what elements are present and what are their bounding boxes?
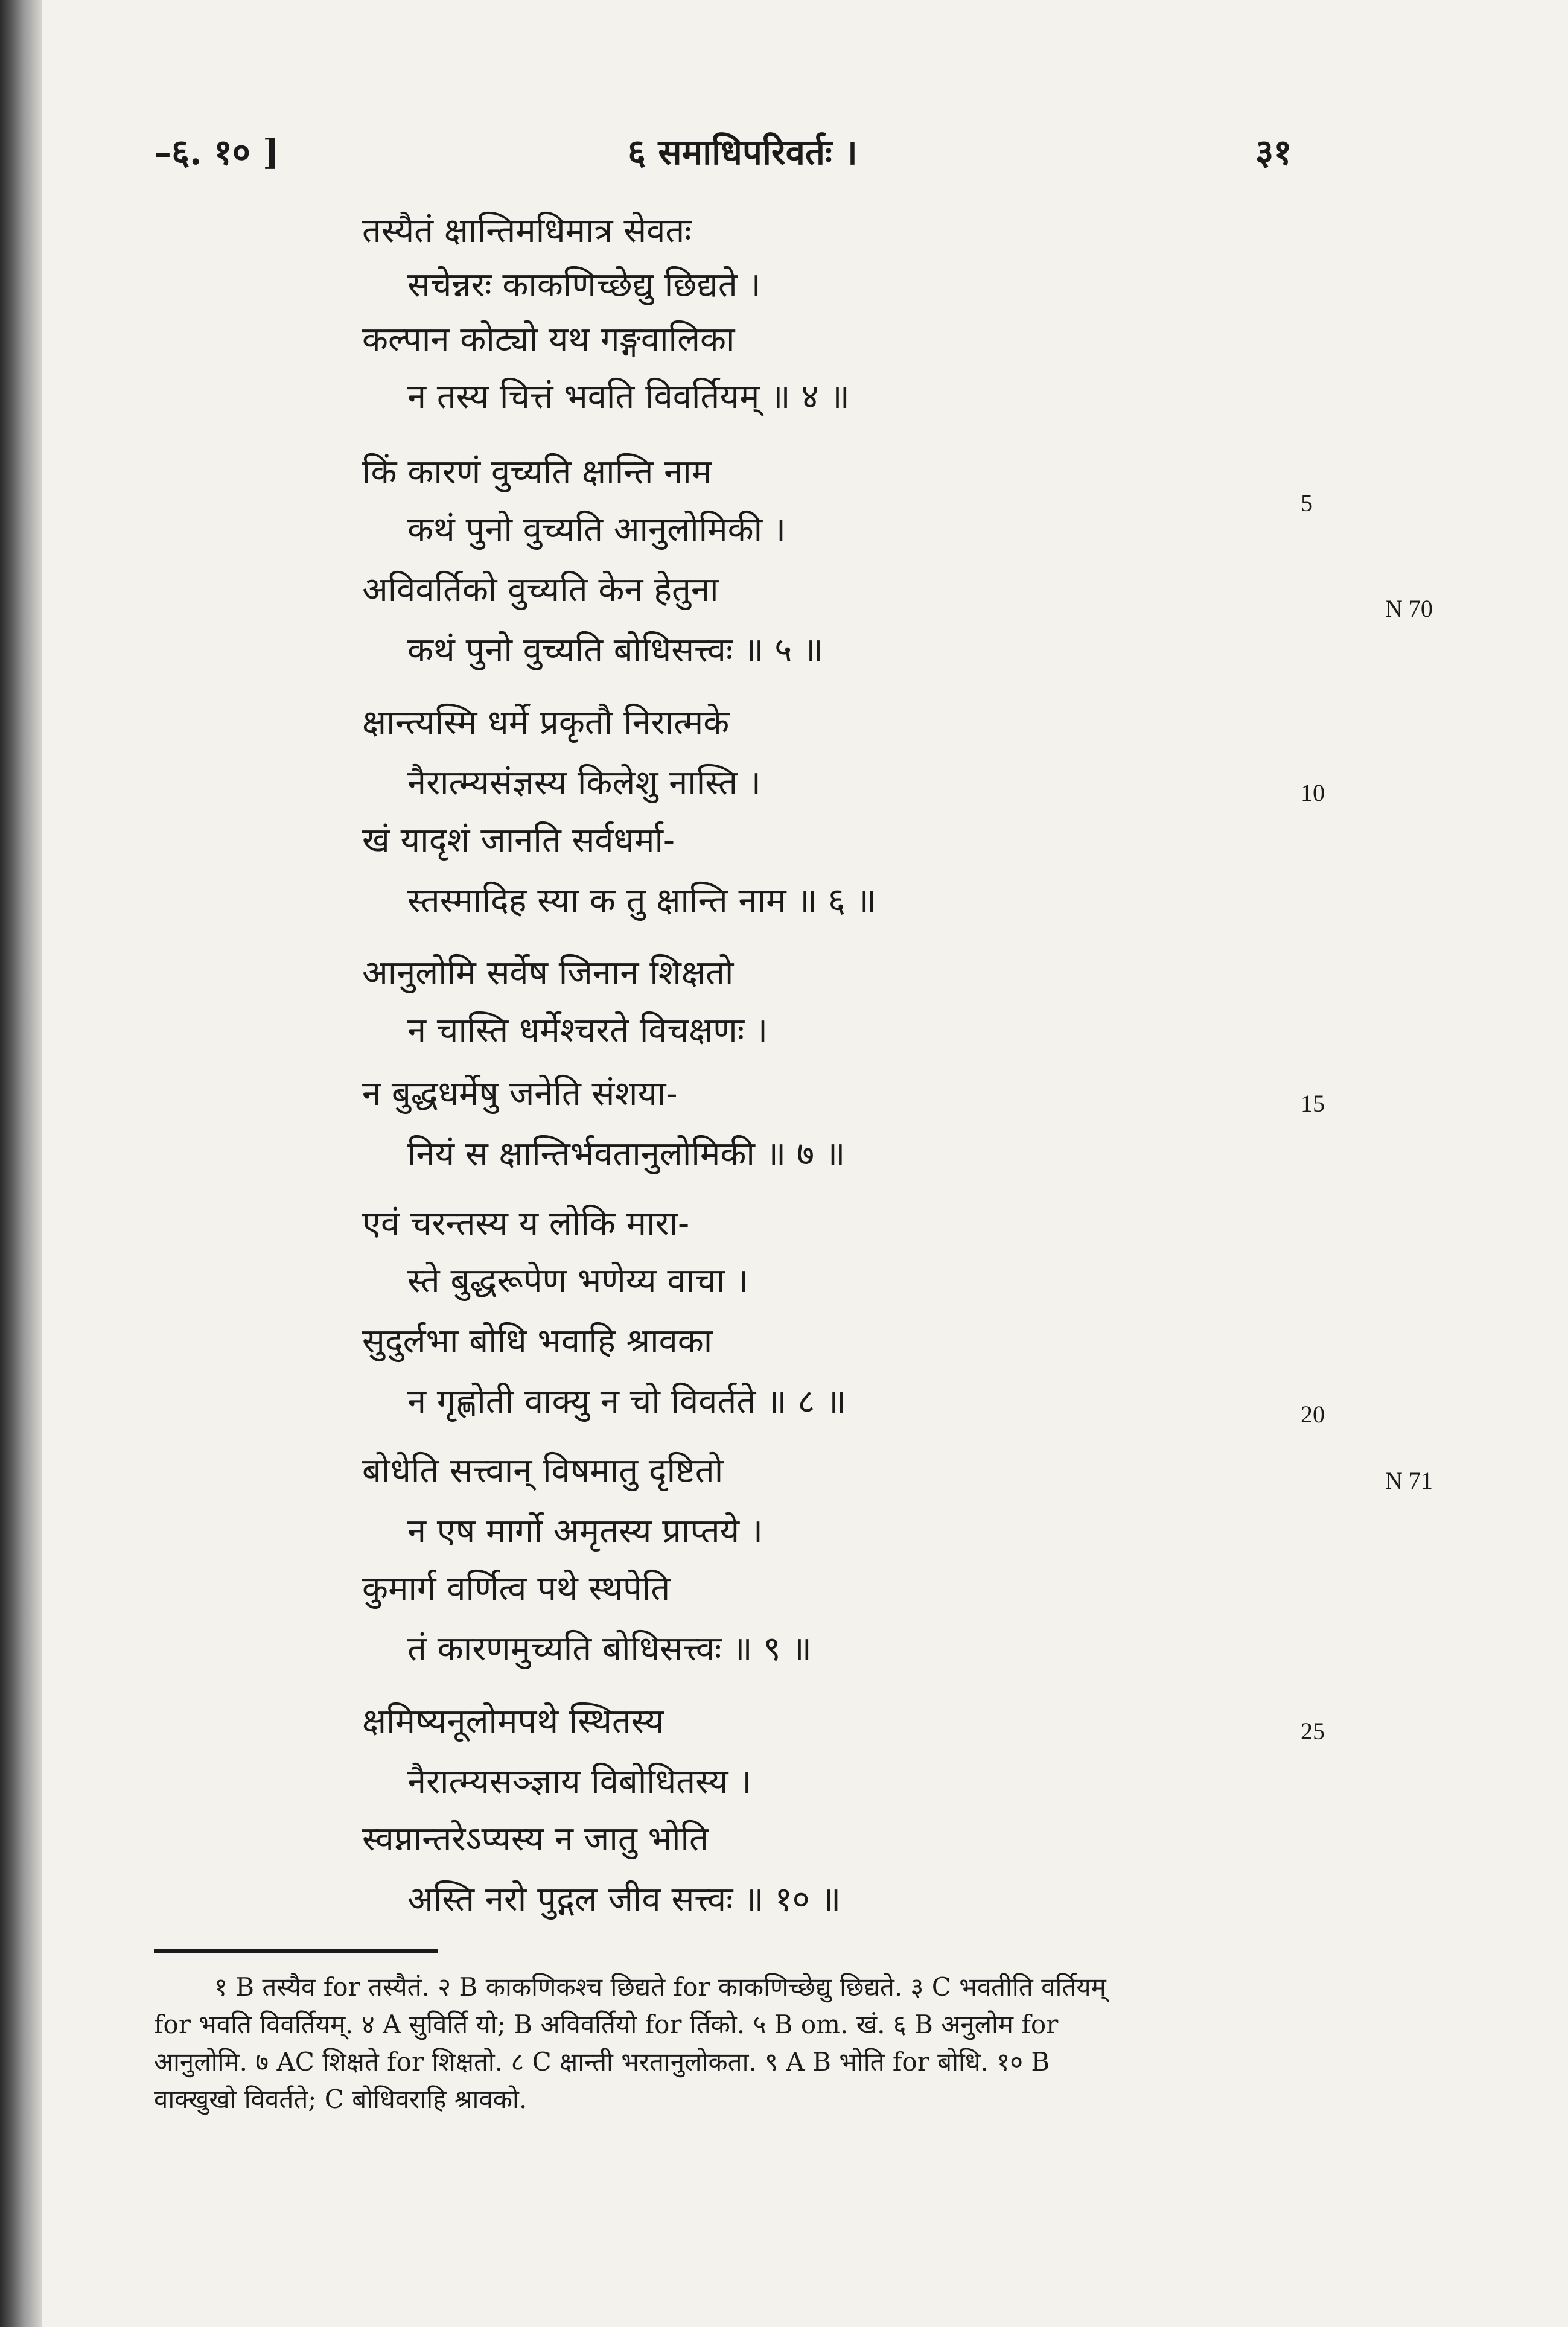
verse-line: न एष मार्गो अमृतस्य प्राप्तये । [407, 1512, 763, 1551]
verse-line: बोधेति सत्त्वान् विषमातु दृष्टितो [362, 1451, 724, 1491]
verse-line: सचेन्नरः काकणिच्छेद्यु छिद्यते । [407, 266, 761, 305]
verse-line: किं कारणं वुच्यति क्षान्ति नाम [362, 453, 712, 492]
verse-line: न गृह्णोती वाक्यु न चो विवर्तते ॥ ८ ॥ [407, 1382, 846, 1421]
footnotes [154, 1969, 1331, 2118]
verse-line: खं यादृशं जानति सर्वधर्मा- [362, 821, 675, 860]
header-page-number: ३१ [1255, 132, 1292, 173]
header-chapter-title: ६ समाधिपरिवर्तः । [628, 132, 858, 173]
footnote-line: १ B तस्यैव for तस्यैतं. २ B काकणिकश्च छिद्यते for काकणिच्छेद्यु छिद्यते. ३ C भवतीति वर्तियम् [214, 1972, 1106, 2002]
verse-line: नियं स क्षान्तिर्भवतानुलोमिकी ॥ ७ ॥ [407, 1135, 846, 1174]
verse-line: कथं पुनो वुच्यति बोधिसत्त्वः ॥ ५ ॥ [407, 631, 823, 670]
verse-line: नैरात्म्यसंज्ञस्य किलेशु नास्ति । [407, 763, 762, 803]
verse-line: अस्ति नरो पुद्गल जीव सत्त्वः ॥ १० ॥ [407, 1880, 841, 1919]
manuscript-reference: N 71 [1385, 1467, 1433, 1494]
book-spine-shadow [0, 0, 42, 2327]
running-header [0, 121, 1568, 187]
line-number: 25 [1301, 1717, 1325, 1745]
verse-line: तं कारणमुच्यति बोधिसत्त्वः ॥ ९ ॥ [407, 1629, 812, 1669]
line-number: 5 [1301, 489, 1313, 517]
footnote-line: वाक्खुखो विवर्तते; C बोधिवराहि श्रावको. [154, 2084, 527, 2114]
verse-line: कथं पुनो वुच्यति आनुलोमिकी । [407, 510, 786, 549]
verse-line: नैरात्म्यसञ्ज्ञाय विबोधितस्य । [407, 1762, 752, 1801]
verse-line: न तस्य चित्तं भवति विवर्तियम् ॥ ४ ॥ [407, 377, 850, 416]
footnote-separator [154, 1949, 438, 1953]
verse-line: स्वप्नान्तरेऽप्यस्य न जातु भोति [362, 1819, 709, 1859]
line-number: 10 [1301, 779, 1325, 806]
line-number: 20 [1301, 1401, 1325, 1428]
manuscript-reference: N 70 [1385, 595, 1433, 622]
verse-line: क्षान्त्यस्मि धर्मे प्रकृतौ निरात्मके [362, 703, 730, 742]
verse-line: कुमार्ग वर्णित्व पथे स्थपेति [362, 1569, 671, 1608]
footnote-line: for भवति विवर्तियम्. ४ A सुविर्ति यो; B अविवर्तियो for र्तिको. ५ B om. खं. ६ B अनुलोम for [154, 2010, 1059, 2039]
verse-line: कल्पान कोट्यो यथ गङ्गवालिका [362, 320, 735, 359]
verse-line: सुदुर्लभा बोधि भवाहि श्रावका [362, 1322, 713, 1361]
footnote-line: आनुलोमि. ७ AC शिक्षते for शिक्षतो. ८ C क्षान्ती भरतानुलोकता. ९ A B भोति for बोधि. १० B [154, 2047, 1050, 2077]
verse-line: स्तस्मादिह स्या क तु क्षान्ति नाम ॥ ६ ॥ [407, 881, 877, 920]
verse-line: स्ते बुद्धरूपेण भणेय्य वाचा । [407, 1261, 749, 1300]
verse-line: न बुद्धधर्मेषु जनेति संशया- [362, 1074, 678, 1113]
verse-line: एवं चरन्तस्य य लोकि मारा- [362, 1204, 689, 1243]
verse-line: अविवर्तिको वुच्यति केन हेतुना [362, 570, 719, 610]
verse-line: तस्यैतं क्षान्तिमधिमात्र सेवतः [362, 211, 692, 250]
verse-line: न चास्ति धर्मेश्चरते विचक्षणः । [407, 1011, 768, 1050]
line-number: 15 [1301, 1090, 1325, 1117]
verse-line: आनुलोमि सर्वेष जिनान शिक्षतो [362, 953, 734, 993]
header-verse-range: –६. १० ] [154, 132, 279, 173]
verse-line: क्षमिष्यनूलोमपथे स्थितस्य [362, 1702, 664, 1741]
